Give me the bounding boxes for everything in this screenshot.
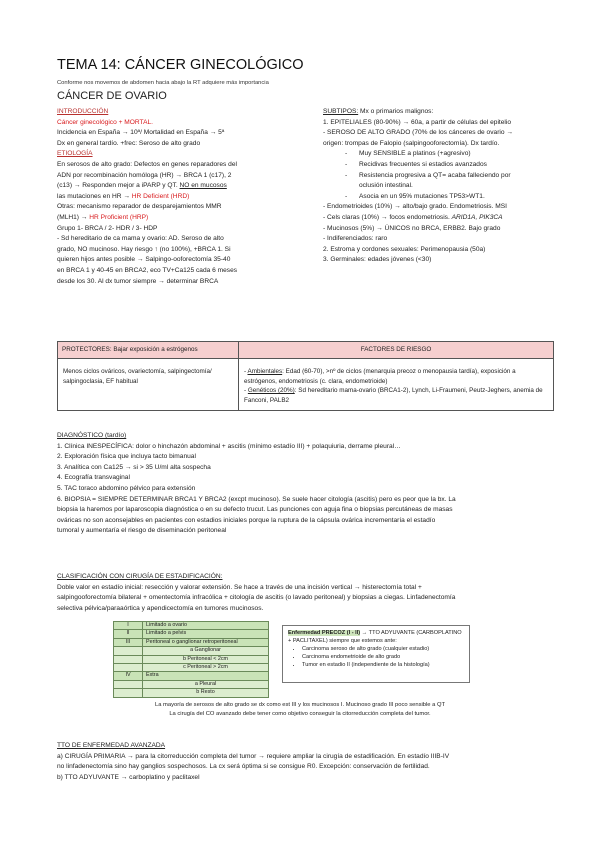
subtypes-title: Mx o primarios malignos: xyxy=(358,108,434,115)
risk-header: FACTORES DE RIESGO xyxy=(239,342,554,359)
bullet-item: - Muy SENSIBLE a platinos (+agresivo) xyxy=(345,150,471,158)
text-line xyxy=(57,181,237,192)
stage-number xyxy=(114,655,143,663)
advanced-section xyxy=(57,741,449,783)
intro-heading: INTRODUCCIÓN xyxy=(57,108,109,115)
text-line: Incidencia en España → 10ª/ Mortalidad en España → 5ª xyxy=(57,129,225,137)
text-line: - Cels claras (10%) → focos endometriosis. ARID1A, PIK3CA xyxy=(323,213,503,221)
stage-number: III xyxy=(114,638,143,646)
advanced-heading: TTO DE ENFERMEDAD AVANZADA xyxy=(57,742,166,749)
classification-heading: CLASIFICACIÓN CON CIRUGÍA DE ESTADIFICACIÓN: xyxy=(57,573,223,580)
notes xyxy=(0,701,600,719)
list-item: • Tumor en estadio II (independiente de la histología) xyxy=(302,661,464,669)
text-line: desde los 30. Al dx tumor siempre → determinar BRCA xyxy=(57,277,219,285)
text-line: 5. TAC toraco abdomino pélvico para extensión xyxy=(57,484,196,492)
text-line: Dx en general tardío. +frec: Seroso de alto grado xyxy=(57,139,201,147)
text-line: selectiva pélvica/paraaórtica y apendicectomía en tumores mucinosos. xyxy=(57,604,264,612)
text-line: grado, NO mucinoso. Hay riesgo ↑ (no 100%), +BRCA 1. Si xyxy=(57,245,231,253)
gene-names: ARID1A, PIK3CA xyxy=(451,213,503,221)
note-line: La cirugía del CO avanzado debe tener como objetivo conseguir la citorreducción completa del tumor. xyxy=(169,711,431,717)
bullet-item: - Recidivas frecuentes si estadios avanzados xyxy=(345,160,487,168)
stage-label: Peritoneal o ganglionar retroperitoneal xyxy=(143,638,269,646)
stage-row xyxy=(114,630,269,638)
stage-number xyxy=(114,664,143,672)
stage-row xyxy=(114,680,269,688)
text-line: salpingooforectomía bilateral + omentectomía infracólica + citología de ascitis (o lavado peritoneal) y biopsias a ciegas. Linfadenectomía xyxy=(57,594,456,602)
text-line: 3. Germinales: edades jóvenes (<30) xyxy=(323,256,432,264)
text-line: 1. Clínica INESPECÍFICA: dolor o hinchazón abdominal + ascitis (mínimo estadío III) + polaquiuria, derrame pleural… xyxy=(57,442,401,450)
stage-label: c Peritoneal > 2cm xyxy=(143,664,269,672)
text-line: Otras: mecanismo reparador de desparejamientos MMR xyxy=(57,203,222,211)
hrp-highlight: HR Proficient (HRP) xyxy=(89,213,149,221)
protectors-cell: Menos ciclos ováricos, ovariectomía, salpingectomía/ salpingoclasia, EF habitual xyxy=(58,359,239,411)
right-column xyxy=(323,107,513,266)
text-line: 2. Exploración física que incluya tacto bimanual xyxy=(57,453,196,461)
text-line: ováricas no son aconsejables en pacientes con estadios iniciales porque la ruptura de la cápsula ovárica incrementaría el estadío xyxy=(57,516,436,524)
text-line: b) TTO ADYUVANTE → carboplatino y paclitaxel xyxy=(57,773,200,781)
stage-number xyxy=(114,680,143,688)
stage-label: Extra xyxy=(143,672,269,680)
text-line: 4. Ecografía transvaginal xyxy=(57,474,130,482)
text-line: Doble valor en estadío inicial: resección y valorar extensión. Se hace a través de una incisión vertical → histerectomía total + xyxy=(57,583,422,591)
text-line: 2. Estroma y cordones sexuales: Perimenopausia (50a) xyxy=(323,245,486,253)
stage-number xyxy=(114,689,143,697)
stage-label: b Peritoneal < 2cm xyxy=(143,655,269,663)
stage-number: I xyxy=(114,622,143,630)
text-line: 6. BIOPSIA = SIEMPRE DETERMINAR BRCA1 Y BRCA2 (excpt mucinoso). Se suele hacer citología (ascitis) pero es peor que la bx. La xyxy=(57,495,456,503)
subtypes-heading: SUBTIPOS: xyxy=(323,108,359,115)
diagnosis-heading: DIAGNÓSTICO (tardío) xyxy=(57,432,127,439)
stage-label: a Ganglionar xyxy=(143,647,269,655)
left-column xyxy=(57,107,237,287)
hrd-highlight: HR Deficient (HRD) xyxy=(131,192,190,200)
text-line xyxy=(57,192,237,203)
stage-row xyxy=(114,622,269,630)
text-line: a) CIRUGÍA PRIMARIA → para la citorreducción completa del tumor → requiere ampliar la cirugía de estadificación. En estadío IIIB-IV xyxy=(57,752,450,760)
intro-highlight: Cáncer ginecológico + MORTAL. xyxy=(57,118,153,126)
stage-label: b Resto xyxy=(143,689,269,697)
stage-row xyxy=(114,655,269,663)
page-subtitle: Conforme nos movemos de abdomen hacia abajo la RT adquiere más importancia xyxy=(57,80,269,86)
text-line: - Indiferenciados: raro xyxy=(323,235,388,243)
text-line: biopsia la haremos por laparoscopia diagnóstica o en su defecto trucut. Las punciones con aguja fina o biopsias percutáneas de masas xyxy=(57,506,453,514)
diagnosis-section xyxy=(57,431,456,537)
gen-label: Genéticos (20%) xyxy=(247,387,295,394)
bullet-item: - Resistencia progresiva a QT= acaba falleciendo por xyxy=(345,171,511,179)
stage-row xyxy=(114,664,269,672)
staging-table xyxy=(113,621,269,698)
risk-factors-table xyxy=(57,341,554,411)
stage-number xyxy=(114,647,143,655)
note-line: La mayoría de serosos de alto grado se dx como est III y los mucinosos I. Mucinoso grado III poco sensible a QT xyxy=(155,702,445,708)
stage-row xyxy=(114,638,269,646)
classification-section xyxy=(57,572,455,614)
env-label: Ambientales xyxy=(247,368,283,375)
list-item: • Carcinoma endometrioide de alto grado xyxy=(302,653,464,661)
text-line: - SEROSO DE ALTO GRADO (70% de los cánceres de ovario → xyxy=(323,129,513,137)
text-segment: (MLH1) → xyxy=(57,213,90,221)
page-title: TEMA 14: CÁNCER GINECOLÓGICO xyxy=(57,57,304,73)
early-disease-box: Enfermedad PRECOZ (I - II) → TTO ADYUVANTE (CARBOPLATINO + PACLITAXEL) siempre que estemos ante: • Carcinoma seroso de alto grado (cualquier estadio) • Carcinoma endometrioide de alto grado • Tumor en estadio II (independiente de la histología) xyxy=(282,625,470,683)
stage-number: IV xyxy=(114,672,143,680)
text-line: en BRCA 1 y 40-45 en BRCA2, eco TV+Ca125 cada 6 meses xyxy=(57,266,238,274)
text-line: 1. EPITELIALES (80-90%) → 60a, a partir de células del epitelio xyxy=(323,118,512,126)
stage-label: Limitado a pelvis xyxy=(143,630,269,638)
stage-row xyxy=(114,689,269,697)
text-segment: las mutaciones en HR → xyxy=(57,192,132,200)
text-segment: (c13) → Responden mejor a iPARP y QT. xyxy=(57,182,178,190)
list-item: • Carcinoma seroso de alto grado (cualquier estadio) xyxy=(302,645,464,653)
section-title: CÁNCER DE OVARIO xyxy=(57,90,167,102)
stage-label: a Pleural xyxy=(143,680,269,688)
stage-row xyxy=(114,647,269,655)
text-line: - Sd hereditario de ca mama y ovario: AD. Seroso de alto xyxy=(57,235,224,243)
text-segment-underlined: NO en mucosos xyxy=(179,182,227,190)
text-line: - Endometrioides (10%) → alto/bajo grado. Endometriosis. MSI xyxy=(323,203,507,211)
text-line: origen: trompas de Falopio (salpingooforectomía). Dx tardío. xyxy=(323,139,500,147)
stage-row xyxy=(114,672,269,680)
text-line: tumoral y aumentaría el riesgo de diseminación peritoneal xyxy=(57,527,227,535)
text-line: - Mucinosos (5%) → ÚNICOS no BRCA, ERBB2. Bajo grado xyxy=(323,224,501,232)
text-line: Grupo 1- BRCA / 2- HDR / 3- HDP xyxy=(57,224,158,232)
bullet-item: - Asocia en un 95% mutaciones TP53>WT1. xyxy=(345,192,485,200)
text-line: no linfadenectomía sino hay ganglios sospechosos. La cx será óptima si se consigue R0. Excepción: conservación de fertilidad. xyxy=(57,763,430,771)
text-line: En serosos de alto grado: Defectos en genes reparadores del xyxy=(57,160,237,168)
risk-cell: - Ambientales: Edad (60-70), >nº de ciclos (menarquia precoz o menopausia tardía), exposición a estrógenos, endometriosis (c. clara, endometrioide) - Genéticos (20%): Sd hereditario mama-ovario (BRCA1-2), Lynch, Li-Fraumeni, Peutz-Jeghers, anemia de Fanconi, PALB2 xyxy=(239,359,554,411)
early-disease-label: Enfermedad PRECOZ (I - II) xyxy=(288,630,361,636)
stage-number: II xyxy=(114,630,143,638)
text-line xyxy=(57,213,237,224)
text-line: quieren hijos antes posible → Salpingo-ooforectomía 35-40 xyxy=(57,256,231,264)
text-line: ADN por recombinación homóloga (HR) → BRCA 1 (c17), 2 xyxy=(57,171,232,179)
text-line: 3. Analítica con Ca125 → si > 35 U/ml alta sospecha xyxy=(57,463,211,471)
stage-label: Limitado a ovario xyxy=(143,622,269,630)
etiology-heading: ETIOLOGÍA xyxy=(57,150,93,158)
protectors-header: PROTECTORES: Bajar exposición a estrógenos xyxy=(58,342,239,359)
text-line: oclusión intestinal. xyxy=(359,182,413,190)
